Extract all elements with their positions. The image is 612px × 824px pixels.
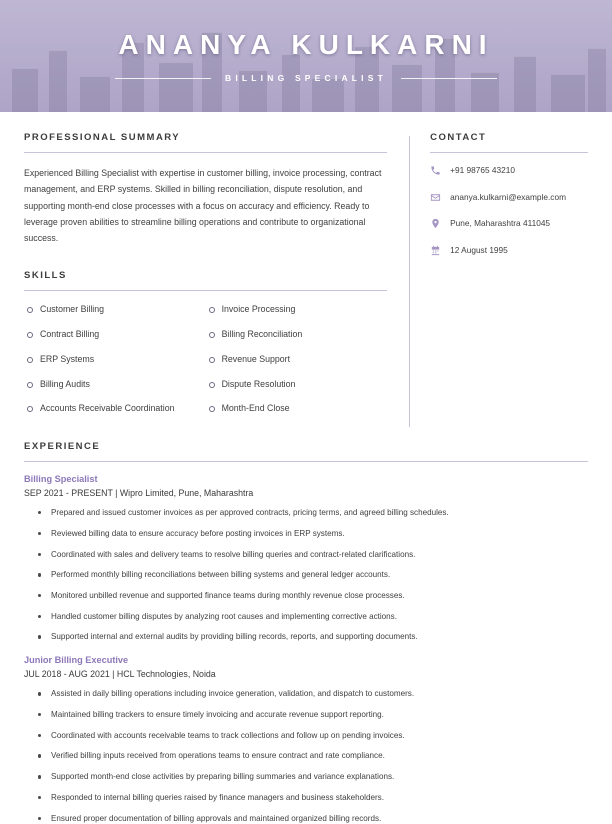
- experience-item: [24, 655, 588, 824]
- list-item: Coordinated with accounts receivable teams to track collections and follow up on pending invoices.: [38, 730, 588, 742]
- list-item: Billing Reconciliation: [206, 328, 388, 341]
- experience-item: [24, 474, 588, 643]
- upper-body: [0, 112, 612, 427]
- candidate-name: ANANYA KULKARNI: [118, 29, 494, 60]
- job-meta: JUL 2018 - AUG 2021 | HCL Technologies, Noida: [24, 669, 216, 680]
- contact-location: [430, 218, 588, 230]
- list-item: ERP Systems: [24, 353, 206, 366]
- job-role: Billing Specialist: [24, 474, 98, 485]
- list-item: Dispute Resolution: [206, 378, 388, 391]
- skills-section: [24, 270, 387, 427]
- summary-heading: PROFESSIONAL SUMMARY: [24, 132, 181, 143]
- rule-right: [401, 78, 497, 79]
- contact-value: Pune, Maharashtra 411045: [450, 218, 551, 229]
- list-item: Invoice Processing: [206, 303, 388, 316]
- skills-heading: SKILLS: [24, 270, 67, 282]
- list-item: Contract Billing: [24, 328, 206, 341]
- list-item: Monitored unbilled revenue and supported finance teams during monthly revenue close processes.: [38, 590, 588, 602]
- calendar-icon: [430, 245, 441, 256]
- experience-divider: [24, 461, 588, 462]
- job-title-rule: [115, 73, 497, 83]
- contact-divider: [430, 152, 588, 153]
- contact-value: +91 98765 43210: [450, 165, 515, 175]
- experience-heading: EXPERIENCE: [24, 441, 101, 453]
- list-item: Customer Billing: [24, 303, 206, 316]
- experience-section: [0, 427, 612, 824]
- list-item: Supported internal and external audits by providing billing records, reports, and supporting documents.: [38, 631, 588, 643]
- list-item: Maintained billing trackers to ensure timely invoicing and accurate revenue support reporting.: [38, 709, 588, 721]
- location-pin-icon: [430, 218, 441, 229]
- contact-heading: CONTACT: [430, 132, 487, 143]
- contact-email[interactable]: [430, 192, 588, 204]
- list-item: Prepared and issued customer invoices as per approved contracts, pricing terms, and agreed billing schedules.: [38, 507, 588, 519]
- list-item: Month-End Close: [206, 402, 388, 415]
- skills-column-left: [24, 303, 206, 427]
- contact-value: ananya.kulkarni@example.com: [450, 191, 566, 202]
- list-item: Billing Audits: [24, 378, 206, 391]
- list-item: Accounts Receivable Coordination: [24, 402, 206, 415]
- summary-text: Experienced Billing Specialist with expertise in customer billing, invoice processing, contract management, and ERP systems. Skilled in billing reconciliation, dispute resolution, and supporting month-end close processes with a focus on accuracy and efficiency. Ready to leverage proven abilities to streamline billing operations and contribute to organizational success.: [24, 168, 382, 244]
- contact-birthdate: [430, 245, 588, 257]
- list-item: Revenue Support: [206, 353, 388, 366]
- header-banner: [0, 0, 612, 112]
- summary-divider: [24, 152, 387, 153]
- list-item: Handled customer billing disputes by analyzing root causes and implementing corrective actions.: [38, 611, 588, 623]
- candidate-job-title: BILLING SPECIALIST: [224, 73, 388, 83]
- job-meta: SEP 2021 - PRESENT | Wipro Limited, Pune, Maharashtra: [24, 488, 254, 499]
- phone-icon: [430, 165, 441, 176]
- list-item: Coordinated with sales and delivery teams to resolve billing queries and contract-related clarifications.: [38, 549, 588, 561]
- list-item: Verified billing inputs received from operations teams to ensure contract and rate compliance.: [38, 750, 588, 762]
- list-item: Responded to internal billing queries raised by finance managers and business stakeholders.: [38, 792, 588, 804]
- contact-value: 12 August 1995: [450, 244, 508, 255]
- list-item: Ensured proper documentation of billing approvals and maintained organized billing records.: [38, 813, 588, 824]
- job-role: Junior Billing Executive: [24, 655, 129, 666]
- list-item: Supported month-end close activities by preparing billing summaries and variance explanations.: [38, 771, 588, 783]
- list-item: Performed monthly billing reconciliations between billing systems and general ledger accounts.: [38, 569, 588, 581]
- contact-phone[interactable]: [430, 165, 588, 177]
- contact-column: [410, 132, 588, 427]
- left-column: [24, 132, 409, 427]
- rule-left: [115, 78, 211, 79]
- skills-divider: [24, 290, 387, 291]
- list-item: Assisted in daily billing operations including invoice generation, validation, and dispatch to customers.: [38, 688, 588, 700]
- list-item: Reviewed billing data to ensure accuracy before posting invoices in ERP systems.: [38, 528, 588, 540]
- email-icon: [430, 192, 441, 203]
- skills-column-right: [206, 303, 388, 427]
